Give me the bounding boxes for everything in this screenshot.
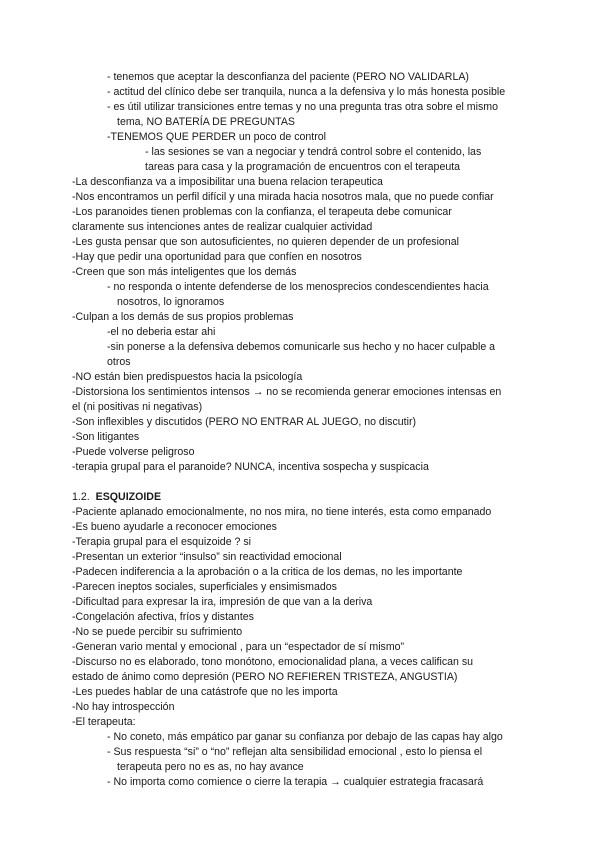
note-line: - No coneto, más empático par ganar su confianza por debajo de las capas hay algo bbox=[107, 731, 503, 743]
note-line: tareas para casa y la programación de encuentros con el terapeuta bbox=[145, 161, 461, 173]
note-line: -Hay que pedir una oportunidad para que confíen en nosotros bbox=[72, 251, 362, 263]
note-line: -Distorsiona los sentimientos intensos → no se recomienda generar emociones intensas en bbox=[72, 386, 502, 398]
note-line: -Son inflexibles y discutidos (PERO NO ENTRAR AL JUEGO, no discutir) bbox=[72, 416, 417, 428]
note-line: -terapia grupal para el paranoide? NUNCA, incentiva sospecha y suspicacia bbox=[72, 461, 429, 473]
note-line: -Culpan a los demás de sus propios problemas bbox=[72, 311, 294, 323]
note-line: - no responda o intente defenderse de los menosprecios condescendientes hacia bbox=[107, 281, 489, 293]
section-number: 1.2. bbox=[72, 491, 90, 503]
note-line: -Es bueno ayudarle a reconocer emociones bbox=[72, 521, 277, 533]
section-heading bbox=[72, 490, 161, 505]
note-line: -Nos encontramos un perfil difícil y una mirada hacia nosotros mala, que no puede confiar bbox=[72, 191, 494, 203]
note-line: - No importa como comience o cierre la terapia → cualquier estrategia fracasará bbox=[107, 776, 484, 788]
note-line: -La desconfianza va a imposibilitar una buena relacion terapeutica bbox=[72, 176, 383, 188]
note-line: -Parecen ineptos sociales, superficiales y ensimismados bbox=[72, 581, 337, 593]
note-line: terapeuta pero no es as, no hay avance bbox=[117, 761, 304, 773]
note-line: - es útil utilizar transiciones entre temas y no una pregunta tras otra sobre el mismo bbox=[107, 101, 498, 113]
note-line: -Paciente aplanado emocionalmente, no nos mira, no tiene interés, esta como empanado bbox=[72, 506, 492, 518]
section-title: ESQUIZOIDE bbox=[95, 491, 162, 503]
note-line: -Son litigantes bbox=[72, 431, 140, 443]
note-line: -sin ponerse a la defensiva debemos comunicarle sus hecho y no hacer culpable a bbox=[107, 341, 496, 353]
note-line: -Discurso no es elaborado, tono monótono, emocionalidad plana, a veces califican su bbox=[72, 656, 474, 668]
note-line: -Les gusta pensar que son autosuficientes, no quieren depender de un profesional bbox=[72, 236, 459, 248]
note-line: -el no deberia estar ahi bbox=[107, 326, 216, 338]
note-line: - las sesiones se van a negociar y tendrá control sobre el contenido, las bbox=[145, 146, 482, 158]
note-line: -Congelación afectiva, fríos y distantes bbox=[72, 611, 254, 623]
note-line: - tenemos que aceptar la desconfianza del paciente (PERO NO VALIDARLA) bbox=[107, 71, 469, 83]
note-line: el (ni positivas ni negativas) bbox=[72, 401, 203, 413]
note-line: -El terapeuta: bbox=[72, 716, 136, 728]
note-line: -Los paranoides tienen problemas con la confianza, el terapeuta debe comunicar bbox=[72, 206, 452, 218]
note-line: estado de ánimo como depresión (PERO NO REFIEREN TRISTEZA, ANGUSTIA) bbox=[72, 671, 458, 683]
note-line: - Sus respuesta “si” o “no” reflejan alta sensibilidad emocional , esto lo piensa el bbox=[107, 746, 483, 758]
note-line: -Terapia grupal para el esquizoide ? si bbox=[72, 536, 252, 548]
note-line: -TENEMOS QUE PERDER un poco de control bbox=[107, 131, 327, 143]
note-line: otros bbox=[107, 356, 131, 368]
note-line: -Creen que son más inteligentes que los demás bbox=[72, 266, 297, 278]
note-line: -No hay introspección bbox=[72, 701, 175, 713]
note-line: -Les puedes hablar de una catástrofe que no les importa bbox=[72, 686, 338, 698]
note-line: nosotros, lo ignoramos bbox=[117, 296, 225, 308]
note-line: claramente sus intenciones antes de realizar cualquier actividad bbox=[72, 221, 373, 233]
note-line: -Dificultad para expresar la ira, impresión de que van a la deriva bbox=[72, 596, 373, 608]
note-line: -No se puede percibir su sufrimiento bbox=[72, 626, 243, 638]
note-line: - actitud del clínico debe ser tranquila, nunca a la defensiva y lo más honesta posible bbox=[107, 86, 506, 98]
note-line: -Generan vario mental y emocional , para un “espectador de sí mismo” bbox=[72, 641, 405, 653]
note-line: -NO están bien predispuestos hacia la psicología bbox=[72, 371, 303, 383]
note-line: tema, NO BATERÍA DE PREGUNTAS bbox=[117, 116, 295, 128]
note-line: -Puede volverse peligroso bbox=[72, 446, 195, 458]
note-line: -Padecen indiferencia a la aprobación o a la critica de los demas, no les importante bbox=[72, 566, 463, 578]
note-line: -Presentan un exterior “insulso” sin reactividad emocional bbox=[72, 551, 342, 563]
